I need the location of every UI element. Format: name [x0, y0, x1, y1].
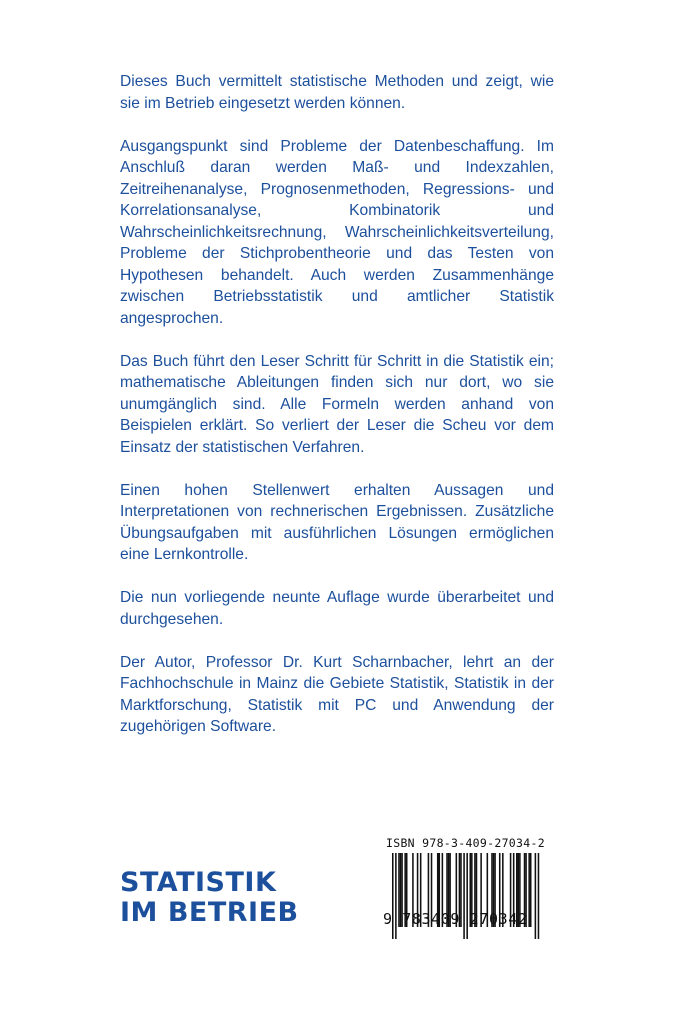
barcode-guard-bar [535, 853, 537, 939]
blurb-paragraph-6: Der Autor, Professor Dr. Kurt Scharnbacher, lehrt an der Fachhochschule in Mainz die Gebiete Statistik, Statistik in der Marktforschung, Statistik mit PC und Anwendung der zugehörigen Software. [120, 653, 554, 735]
blurb-text [120, 71, 554, 759]
blurb-paragraph-2: Ausgangspunkt sind Probleme der Datenbeschaffung. Im Anschluß daran werden Maß- und Indexzahlen, Zeitreihenanalyse, Prognosenmethoden, Regressions- und Korrelationsanalyse, Kombinatorik und Wahrscheinlichkeitsrechnung, Wahrscheinlichkeitsverteilung, Probleme der Stichprobentheorie und das Testen von Hypothesen behandelt. Auch werden Zusammenhänge zwischen Betriebsstatistik und amtlicher Statistik angesprochen. [120, 137, 554, 327]
barcode-bar [530, 853, 532, 927]
blurb-paragraph-5: Die nun vorliegende neunte Auflage wurde überarbeitet und durchgesehen. [120, 589, 554, 628]
isbn-barcode-block [384, 836, 554, 945]
blurb-paragraph-1: Dieses Buch vermittelt statistische Methoden und zeigt, wie sie im Betrieb eingesetzt werden können. [120, 73, 554, 112]
book-title [120, 868, 299, 928]
ean-digits: 9 783409 270342 [383, 910, 528, 928]
barcode-bar [528, 853, 530, 927]
blurb-paragraph-3: Das Buch führt den Leser Schritt für Schritt in die Statistik ein; mathematische Ableitungen finden sich nur dort, wo sie unumgänglich sind. Alle Formeln werden anhand von Beispielen erklärt. So verliert der Leser die Scheu vor dem Einsatz der statistischen Verfahren. [120, 352, 554, 456]
book-title-line-2: IM BETRIEB [120, 897, 299, 928]
book-title-line-1: STATISTIK [120, 867, 277, 898]
barcode-image [384, 853, 552, 945]
barcode-guard-bar [538, 853, 540, 939]
blurb-paragraph-4: Einen hohen Stellenwert erhalten Aussagen und Interpretationen von rechnerischen Ergebnissen. Zusätzliche Übungsaufgaben mit ausführlichen Lösungen ermöglichen eine Lernkontrolle. [120, 481, 554, 563]
isbn-label: ISBN 978-3-409-27034-2 [386, 836, 545, 850]
